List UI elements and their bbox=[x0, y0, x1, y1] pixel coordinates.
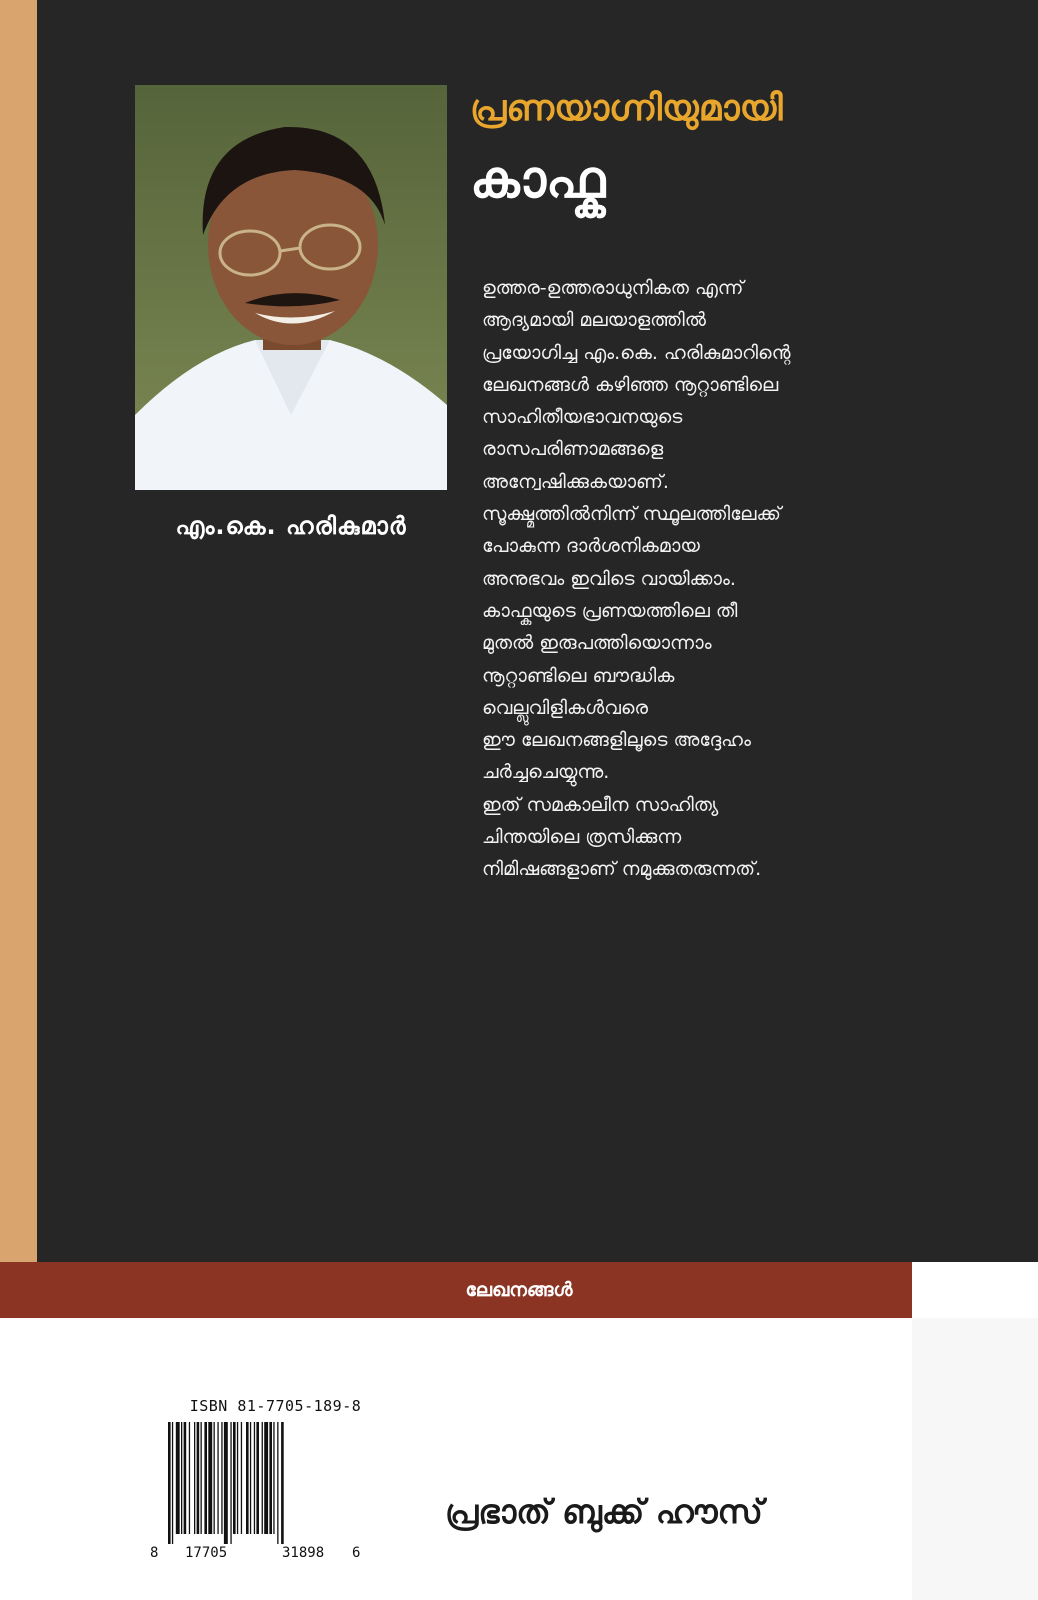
blurb-line: സൂക്ഷ്മത്തിൽനിന്ന് സ്ഥൂലത്തിലേക്ക് bbox=[482, 503, 781, 526]
barcode-group-1: 17705 bbox=[185, 1545, 228, 1561]
barcode-bar bbox=[201, 1422, 202, 1534]
barcode-bar bbox=[184, 1422, 187, 1534]
blurb-line: രാസപരിണാമങ്ങളെ bbox=[482, 438, 664, 461]
barcode-bar bbox=[230, 1422, 231, 1544]
title-line-1: പ്രണയാഗ്നിയുമായി bbox=[470, 88, 783, 129]
blurb-line: ഇത് സമകാലീന സാഹിത്യ bbox=[482, 793, 719, 816]
blurb-line: ഈ ലേഖനങ്ങളിലൂടെ അദ്ദേഹം bbox=[482, 729, 751, 752]
left-color-strip bbox=[0, 0, 37, 1262]
barcode-bar bbox=[250, 1422, 251, 1534]
blurb-line: ചർച്ചചെയ്യുന്നു. bbox=[482, 761, 610, 784]
barcode-bar bbox=[277, 1422, 278, 1544]
barcode bbox=[163, 1422, 363, 1547]
barcode-bar bbox=[194, 1422, 195, 1534]
blurb-line: ആദ്യമായി മലയാളത്തിൽ bbox=[482, 309, 706, 332]
barcode-bar bbox=[273, 1422, 274, 1534]
publisher-name: പ്രഭാത് ബുക്ക് ഹൗസ് bbox=[445, 1492, 763, 1531]
blurb-line: കാഫ്കയുടെ പ്രണയത്തിലെ തീ bbox=[482, 599, 738, 622]
barcode-bar bbox=[254, 1422, 255, 1534]
author-portrait-image bbox=[135, 85, 447, 490]
barcode-bar bbox=[168, 1422, 171, 1544]
barcode-bar bbox=[221, 1422, 222, 1534]
barcode-bar bbox=[246, 1422, 249, 1534]
barcode-check-digit: 6 bbox=[352, 1545, 361, 1561]
barcode-bar bbox=[237, 1422, 238, 1534]
barcode-bar bbox=[217, 1422, 218, 1534]
blurb-line: നൂറ്റാണ്ടിലെ ബൗദ്ധിക bbox=[482, 664, 675, 687]
barcode-bar bbox=[233, 1422, 236, 1534]
barcode-bar bbox=[241, 1422, 242, 1534]
blurb-line: പോകുന്ന ദാർശനികമായ bbox=[482, 535, 700, 558]
blurb-line: ലേഖനങ്ങൾ കഴിഞ്ഞ നൂറ്റാണ്ടിലെ bbox=[482, 373, 779, 396]
barcode-bar bbox=[262, 1422, 263, 1534]
blurb-line: നിമിഷങ്ങളാണ് നമുക്കുതരുന്നത്. bbox=[482, 858, 762, 881]
blurb-line: ചിന്തയിലെ ത്രസിക്കുന്ന bbox=[482, 826, 682, 849]
barcode-bar bbox=[281, 1422, 284, 1544]
barcode-bar bbox=[189, 1422, 190, 1534]
isbn-number: ISBN 81-7705-189-8 bbox=[189, 1397, 362, 1415]
genre-label: ലേഖനങ്ങൾ bbox=[465, 1279, 573, 1301]
blurb-text bbox=[482, 272, 1002, 886]
author-name: എം.കെ. ഹരികുമാർ bbox=[175, 512, 407, 540]
barcode-bar bbox=[269, 1422, 272, 1534]
blurb-line: മുതൽ ഇരുപത്തിയൊന്നാം bbox=[482, 632, 712, 655]
blurb-line: അനുഭവം ഇവിടെ വായിക്കാം. bbox=[482, 567, 736, 590]
barcode-bar bbox=[176, 1422, 180, 1534]
blurb-line: സാഹിതീയഭാവനയുടെ bbox=[482, 406, 683, 429]
blurb-line: ഉത്തര-ഉത്തരാധുനികത എന്ന് bbox=[482, 277, 744, 299]
barcode-bar bbox=[214, 1422, 215, 1534]
barcode-bar bbox=[197, 1422, 200, 1534]
barcode-lead-digit: 8 bbox=[150, 1545, 159, 1561]
barcode-bar bbox=[204, 1422, 207, 1534]
page-edge bbox=[912, 1318, 1038, 1600]
title-line-2: കാഫ്ക bbox=[470, 150, 606, 210]
author-photo bbox=[135, 85, 447, 490]
blurb-line: വെല്ലുവിളികൾവരെ bbox=[482, 696, 649, 719]
barcode-bar bbox=[181, 1422, 182, 1534]
barcode-bar bbox=[208, 1422, 212, 1534]
barcode-bar bbox=[172, 1422, 173, 1544]
barcode-group-2: 31898 bbox=[282, 1545, 325, 1561]
blurb-line: പ്രയോഗിച്ച എം.കെ. ഹരികുമാറിന്റെ bbox=[482, 341, 791, 364]
blurb-line: അന്വേഷിക്കുകയാണ്. bbox=[482, 470, 669, 493]
barcode-bar bbox=[224, 1422, 228, 1544]
barcode-bar bbox=[256, 1422, 259, 1534]
barcode-bar bbox=[264, 1422, 268, 1534]
